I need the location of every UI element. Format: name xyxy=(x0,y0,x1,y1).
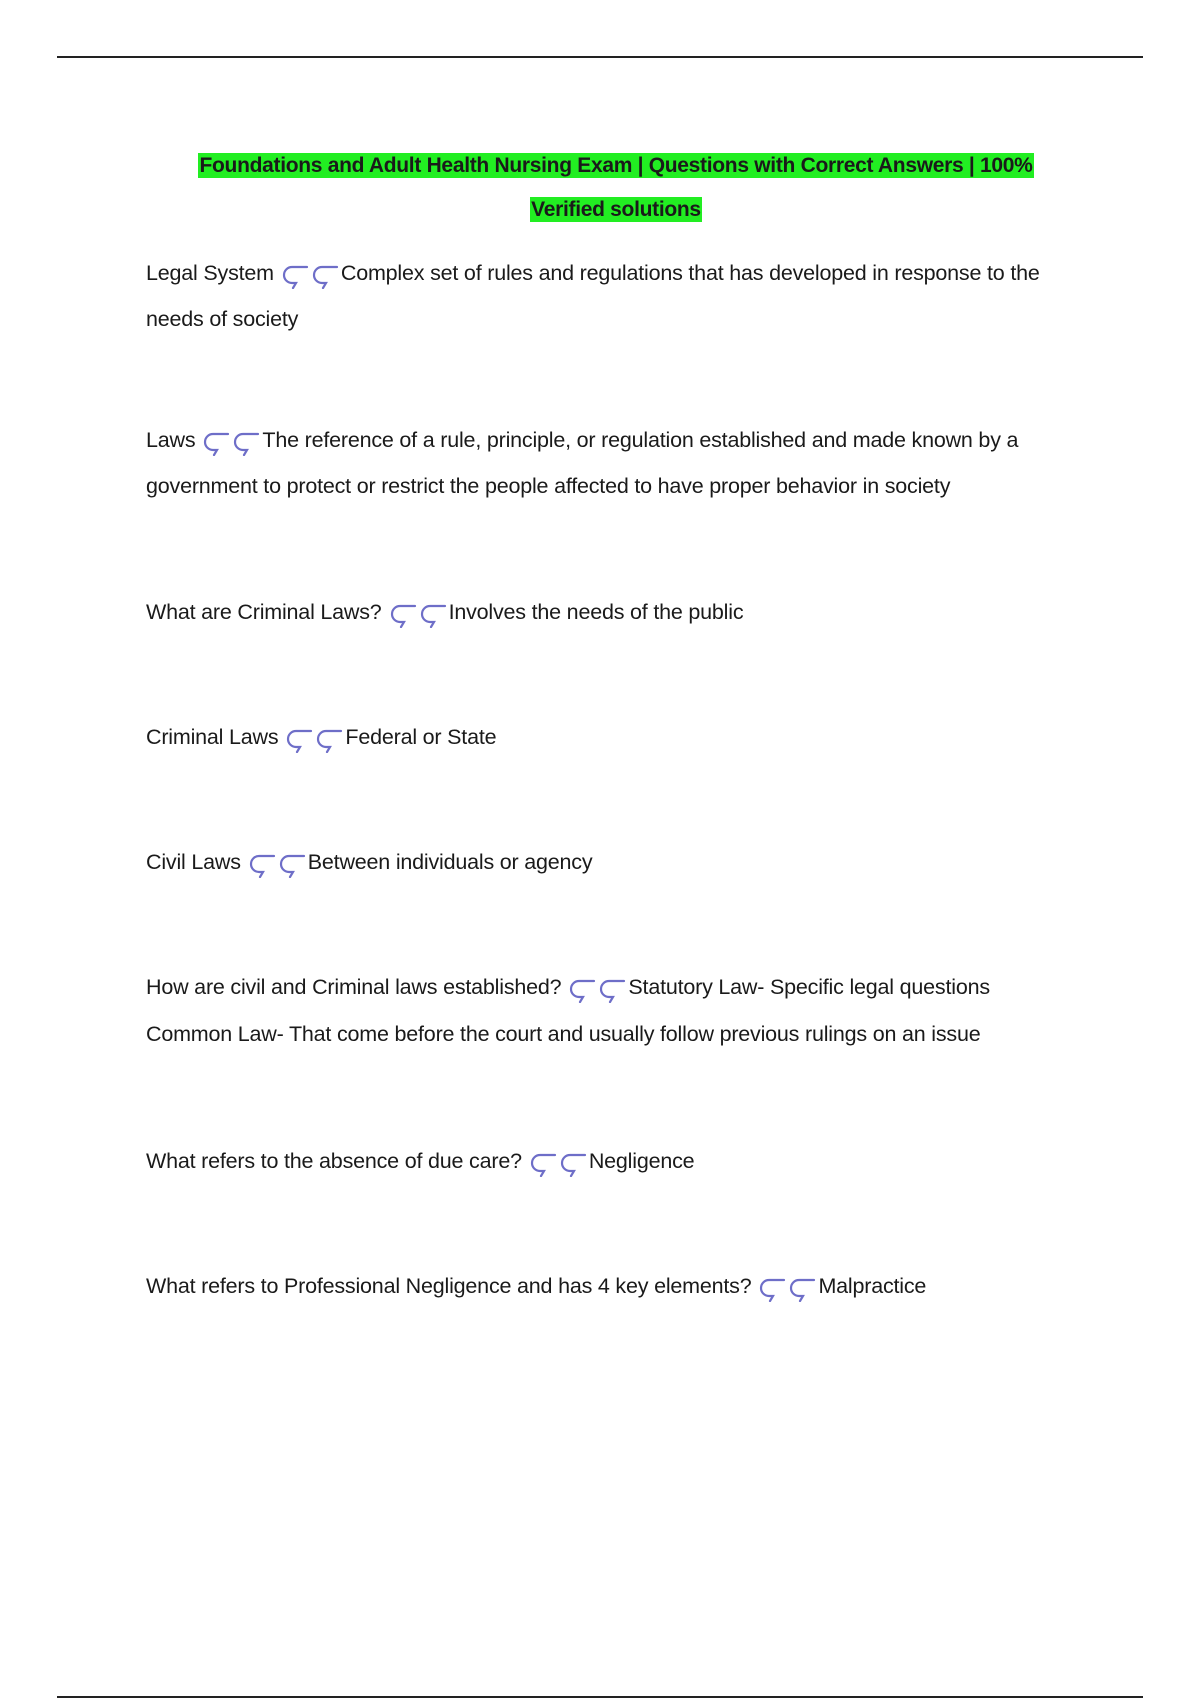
answer-text: Negligence xyxy=(588,1149,695,1173)
question-text: Laws xyxy=(146,428,196,452)
double-hook-arrow-icon xyxy=(528,1147,587,1177)
question-text: What are Criminal Laws? xyxy=(146,600,382,624)
double-hook-arrow-icon xyxy=(201,426,260,456)
answer-text: Statutory Law- Specific legal questions xyxy=(628,975,990,999)
qa-entry xyxy=(146,1263,1086,1310)
double-hook-arrow-icon xyxy=(567,973,626,1003)
qa-entry xyxy=(146,1138,1086,1185)
answer-text: The reference of a rule, principle, or regulation established and made known by a government to protect or restrict the people affected to have proper behavior in society xyxy=(146,428,1019,498)
question-text: How are civil and Criminal laws established? xyxy=(146,975,562,999)
answer-text: Between individuals or agency xyxy=(307,850,593,874)
question-text: Legal System xyxy=(146,261,274,285)
document-title xyxy=(146,144,1086,232)
question-text: What refers to the absence of due care? xyxy=(146,1149,522,1173)
double-hook-arrow-icon xyxy=(247,848,306,878)
qa-entry xyxy=(146,250,1086,342)
double-hook-arrow-icon xyxy=(280,259,339,289)
bottom-divider xyxy=(57,1696,1143,1698)
double-hook-arrow-icon xyxy=(757,1272,816,1302)
question-text: Civil Laws xyxy=(146,850,241,874)
answer-text: Involves the needs of the public xyxy=(448,600,744,624)
double-hook-arrow-icon xyxy=(284,723,343,753)
answer-text: Federal or State xyxy=(345,725,497,749)
top-divider xyxy=(57,56,1143,58)
qa-entry xyxy=(146,839,1086,886)
qa-list xyxy=(146,250,1086,1388)
question-text: What refers to Professional Negligence and has 4 key elements? xyxy=(146,1274,752,1298)
qa-entry xyxy=(146,417,1086,509)
title-line-1: Foundations and Adult Health Nursing Exam | Questions with Correct Answers | 100% xyxy=(199,154,1033,177)
question-text: Criminal Laws xyxy=(146,725,279,749)
qa-entry xyxy=(146,589,1086,636)
qa-entry xyxy=(146,714,1086,761)
answer-text: Malpractice xyxy=(818,1274,927,1298)
qa-entry xyxy=(146,964,1086,1058)
answer-continued-text: Common Law- That come before the court and usually follow previous rulings on an issue xyxy=(146,1022,981,1046)
qa-first-line xyxy=(146,964,1086,1011)
double-hook-arrow-icon xyxy=(388,598,447,628)
answer-text: Complex set of rules and regulations that has developed in response to the needs of society xyxy=(146,261,1040,331)
title-line-2: Verified solutions xyxy=(531,198,701,221)
